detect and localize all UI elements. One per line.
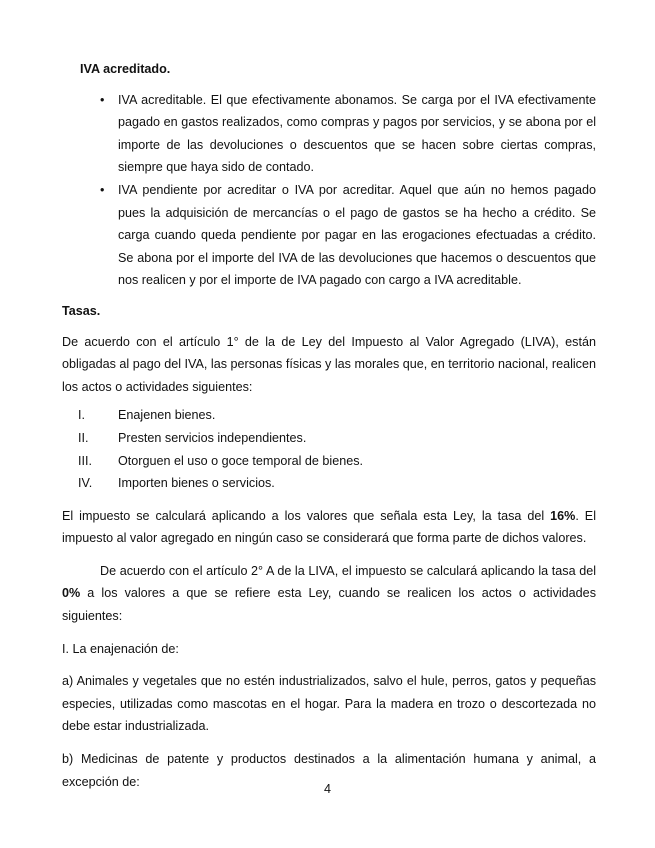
- list-item: [62, 179, 596, 292]
- bullet-text-iva-pendiente: IVA pendiente por acreditar o IVA por acreditar. Aquel que aún no hemos pagado pues la adquisición de mercancías o el pago de gastos se ha hecho a crédito. Se carga cuando queda pendiente por pagar en las erogaciones efectuadas a crédito. Se abona por el importe del IVA de las devoluciones que hacemos o descuentos que nos realicen y por el importe de IVA pagado con cargo a IVA acreditable.: [118, 182, 596, 288]
- list-text: Importen bienes o servicios.: [118, 476, 275, 491]
- text-run: El impuesto se calculará aplicando a los valores que señala esta Ley, la tasa del: [62, 508, 551, 523]
- paragraph-tasa-16: [62, 505, 596, 550]
- bullet-text-iva-acreditable: IVA acreditable. El que efectivamente abonamos. Se carga por el IVA efectivamente pagado en gastos realizados, como compras y pagos por servicios, y se abona por el importe de las devoluciones o descuentos que se hacen sobre ciertas compras, siempre que haya sido de contado.: [118, 92, 596, 175]
- list-item: [62, 404, 596, 427]
- paragraph-tasa-0: [62, 560, 596, 628]
- text-run: . El impuesto al valor agregado en ningún caso se considerará que forma parte de dichos valores.: [62, 508, 596, 546]
- list-item: [62, 472, 596, 495]
- paragraph-articulo-1: De acuerdo con el artículo 1° de la de Ley del Impuesto al Valor Agregado (LIVA), están obligadas al pago del IVA, las personas físicas y las morales que, en territorio nacional, realicen los actos o actividades siguientes:: [62, 334, 596, 394]
- list-number: IV.: [78, 476, 93, 491]
- page-number: 4: [323, 782, 331, 796]
- iva-bullet-list: [62, 89, 596, 292]
- list-text: Otorguen el uso o goce temporal de bienes.: [118, 453, 364, 468]
- bullet-icon: •: [100, 182, 105, 197]
- paragraph-item-b: b) Medicinas de patente y productos destinados a la alimentación humana y animal, a excepción de:: [62, 752, 596, 789]
- text-run: De acuerdo con el artículo 2° A de la LIVA, el impuesto se calculará aplicando la tasa del: [100, 563, 596, 578]
- list-text: Presten servicios independientes.: [118, 430, 307, 445]
- paragraph-item-a: a) Animales y vegetales que no estén industrializados, salvo el hule, perros, gatos y pequeñas especies, utilizadas como mascotas en el hogar. Para la madera en trozo o descortezada no debe estar industrializada.: [62, 674, 596, 734]
- bullet-icon: •: [100, 92, 105, 107]
- list-number: III.: [78, 453, 92, 468]
- actividades-list: [62, 404, 596, 494]
- list-item: [62, 427, 596, 450]
- heading-iva-acreditado: IVA acreditado.: [80, 62, 171, 76]
- page-content: [62, 58, 596, 793]
- paragraph-enajenacion: I. La enajenación de:: [62, 641, 179, 656]
- heading-tasas: Tasas.: [62, 303, 101, 318]
- list-number: I.: [78, 408, 85, 423]
- rate-16-bold: 16%: [550, 508, 576, 523]
- text-run: a los valores a que se refiere esta Ley, cuando se realicen los actos o actividades siguientes:: [62, 586, 596, 624]
- list-number: II.: [78, 430, 89, 445]
- list-item: [62, 89, 596, 179]
- rate-0-bold: 0%: [62, 586, 81, 601]
- list-text: Enajenen bienes.: [118, 408, 216, 423]
- list-item: [62, 450, 596, 473]
